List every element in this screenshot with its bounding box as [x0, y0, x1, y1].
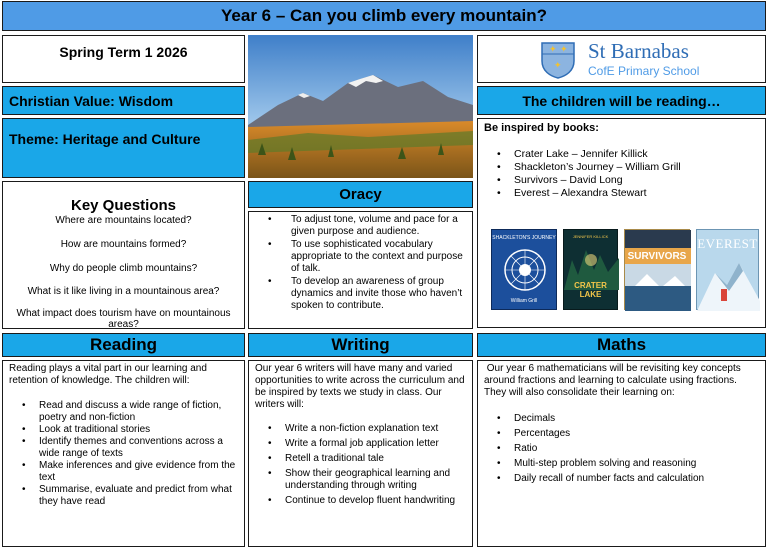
- maths-heading: Maths: [596, 335, 647, 354]
- writing-heading: Writing: [331, 335, 390, 354]
- title-bar: [2, 1, 766, 31]
- list-item: • Crater Lake – Jennifer Killick: [478, 148, 765, 161]
- book-cover-crater-lake: [563, 229, 618, 310]
- term-box: [2, 35, 245, 83]
- book-cover-everest: [696, 229, 759, 310]
- key-question: What impact does tourism have on mountainous areas?: [16, 308, 231, 329]
- writing-header: [248, 333, 473, 357]
- list-item: • To adjust tone, volume and pace for a given purpose and audience.: [249, 214, 466, 238]
- list-item: • Everest – Alexandra Stewart: [478, 187, 765, 200]
- list-item: • Decimals: [478, 413, 759, 425]
- school-crest-icon: [540, 41, 576, 79]
- reading-list: [3, 400, 244, 508]
- list-item: • Write a formal job application letter: [249, 438, 466, 450]
- oracy-heading: Oracy: [339, 186, 382, 203]
- compass-icon: [503, 248, 547, 292]
- list-item: • Ratio: [478, 443, 759, 455]
- reading-books-list: [478, 148, 765, 200]
- reading-books-heading: The children will be reading…: [522, 92, 721, 109]
- book-cover-shackleton: [491, 229, 557, 310]
- list-item: • Summarise, evaluate and predict from what they have read: [3, 484, 236, 508]
- reading-books-header: [477, 86, 766, 115]
- book-cover-title: EVEREST: [697, 236, 758, 251]
- theme-label: Theme: Heritage and Culture: [9, 131, 201, 147]
- list-item: • Identify themes and conventions across a wide range of texts: [3, 436, 236, 460]
- oracy-box: [248, 211, 473, 329]
- key-question: Why do people climb mountains?: [49, 263, 198, 274]
- list-item: • Multi-step problem solving and reasoning: [478, 458, 759, 470]
- writing-box: [248, 360, 473, 547]
- list-item: • Shackleton’s Journey – William Grill: [478, 161, 765, 174]
- book-cover-author: William Grill: [510, 298, 538, 304]
- list-item: • Daily recall of number facts and calculation: [478, 473, 759, 485]
- oracy-header: [248, 181, 473, 208]
- svg-text:✦: ✦: [549, 45, 557, 55]
- key-questions-heading: Key Questions: [70, 197, 177, 214]
- maths-intro: Our year 6 mathematicians will be revisiting key concepts around fractions and learning to calculate using fractions. They will also consolidate their learning on:: [484, 363, 744, 398]
- oracy-list: [249, 214, 472, 312]
- term-label: Spring Term 1 2026: [59, 44, 188, 60]
- book-cover-title: CRATER LAKE: [574, 281, 607, 299]
- list-item: • To develop an awareness of group dynamics and invite those who haven’t spoken to contribute.: [249, 276, 466, 312]
- school-name: St Barnabas: [588, 39, 689, 63]
- reading-heading: Reading: [89, 335, 158, 354]
- maths-box: [477, 360, 766, 547]
- list-item: • To use sophisticated vocabulary appropriate to the context and purpose of talk.: [249, 239, 466, 275]
- reading-books-intro: Be inspired by books:: [484, 122, 599, 134]
- svg-text:✦: ✦: [560, 45, 568, 55]
- maths-header: [477, 333, 766, 357]
- list-item: • Write a non-fiction explanation text: [249, 423, 466, 435]
- theme-box: [2, 118, 245, 178]
- book-cover-survivors: [624, 229, 690, 310]
- list-item: • Read and discuss a wide range of fiction, poetry and non-fiction: [3, 400, 236, 424]
- reading-box: [2, 360, 245, 547]
- svg-text:✦: ✦: [554, 61, 562, 71]
- everest-illustration: [697, 251, 760, 311]
- page-title: Year 6 – Can you climb every mountain?: [221, 6, 547, 25]
- list-item: • Continue to develop fluent handwriting: [249, 495, 466, 507]
- key-question: What is it like living in a mountainous area?: [27, 286, 220, 297]
- list-item: • Make inferences and give evidence from the text: [3, 460, 236, 484]
- writing-list: [249, 423, 472, 507]
- maths-list: [478, 413, 765, 485]
- christian-value-box: [2, 86, 245, 115]
- list-item: • Look at traditional stories: [3, 424, 236, 436]
- book-cover-title: SHACKLETON'S JOURNEY: [492, 235, 556, 241]
- reading-books-box: [477, 118, 766, 328]
- list-item: • Survivors – David Long: [478, 174, 765, 187]
- school-subtitle: CofE Primary School: [588, 64, 700, 78]
- list-item: • Percentages: [478, 428, 759, 440]
- list-item: • Retell a traditional tale: [249, 453, 466, 465]
- key-questions-box: [2, 181, 245, 329]
- key-question: Where are mountains located?: [55, 215, 192, 226]
- reading-header: [2, 333, 245, 357]
- mountain-photo: [248, 35, 473, 178]
- reading-intro: Reading plays a vital part in our learning and retention of knowledge. The children will:: [9, 363, 207, 386]
- school-logo-box: [477, 35, 766, 83]
- christian-value: Christian Value: Wisdom: [9, 92, 174, 109]
- mountain-photo-image: [248, 35, 473, 178]
- book-cover-title: SURVIVORS: [627, 251, 687, 262]
- list-item: • Show their geographical learning and understanding through writing: [249, 468, 466, 492]
- book-cover-author: JENNIFER KILLICK: [572, 234, 609, 239]
- key-question: How are mountains formed?: [60, 239, 187, 250]
- writing-intro: Our year 6 writers will have many and varied opportunities to write across the curriculum and be inspired by texts we study in class. Our writers will:: [255, 363, 465, 410]
- survivors-illustration: [625, 230, 691, 311]
